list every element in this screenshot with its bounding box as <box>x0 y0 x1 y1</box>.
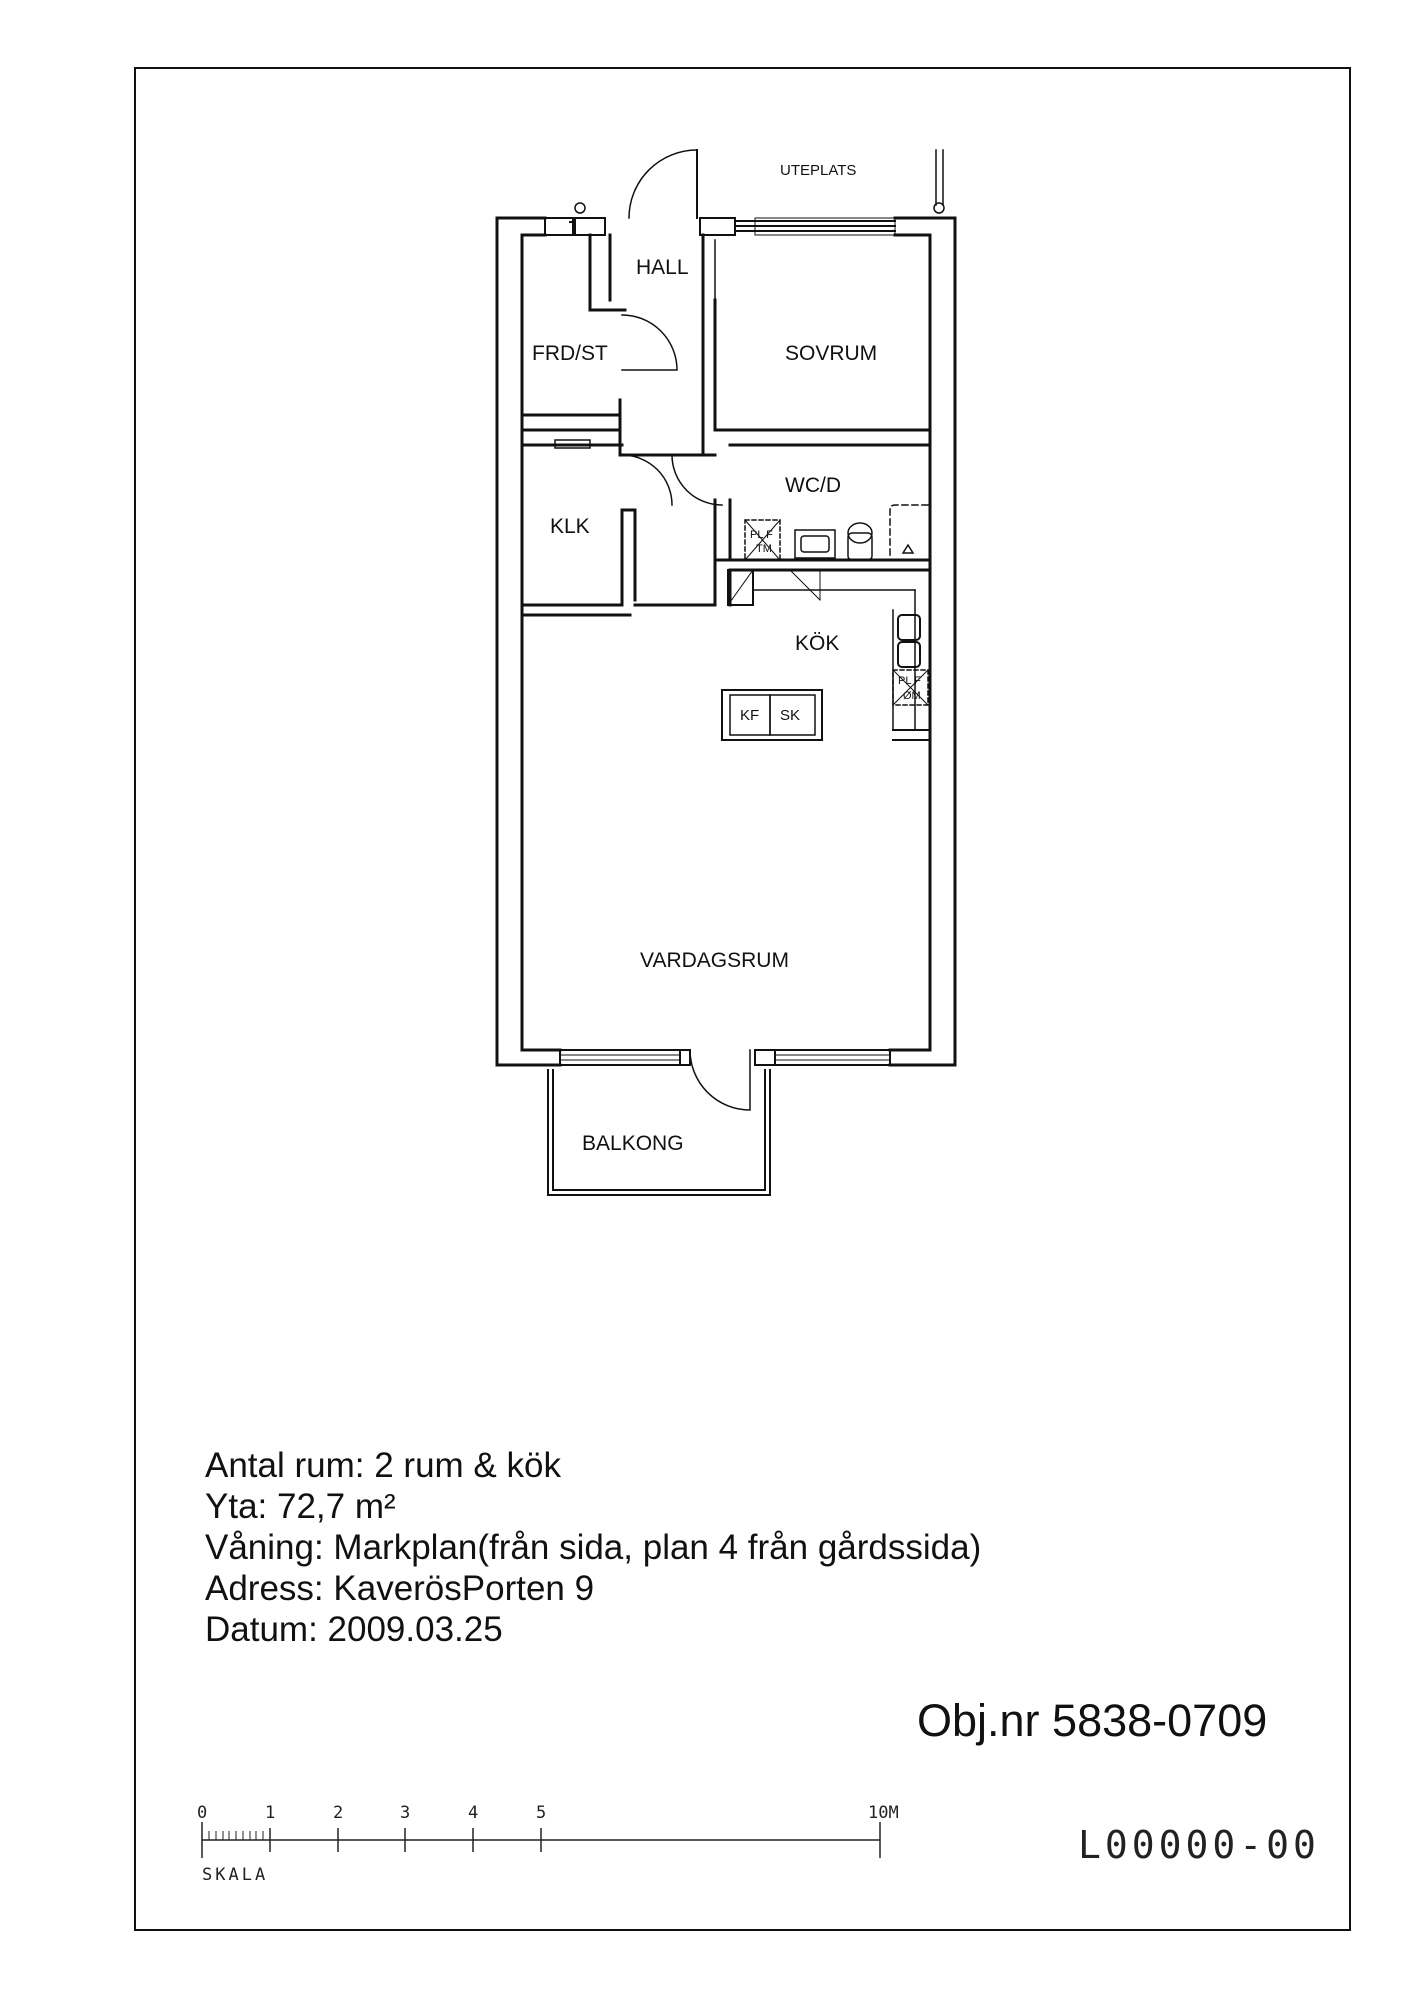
fixture-label-pl-f-kok: PL F <box>898 675 921 687</box>
scale-tick-0: 0 <box>197 1803 208 1823</box>
room-label-vardagsrum: VARDAGSRUM <box>640 949 789 972</box>
room-label-kok: KÖK <box>795 632 840 655</box>
top-windows <box>545 218 895 235</box>
fixture-label-kf: KF <box>740 707 760 724</box>
scale-tick-4: 4 <box>468 1803 479 1823</box>
room-label-balkong: BALKONG <box>582 1132 684 1155</box>
room-label-sovrum: SOVRUM <box>785 342 878 365</box>
fixture-label-pl-f-wc: PL F <box>750 529 773 541</box>
sheet-border <box>135 68 1350 1930</box>
scale-tick-10m: 10M <box>868 1803 899 1823</box>
room-label-frd-st: FRD/ST <box>532 342 608 365</box>
drawing-number: L00000-00 <box>1078 1823 1320 1867</box>
info-adress: Adress: KaverösPorten 9 <box>205 1569 595 1608</box>
scale-tick-1: 1 <box>265 1803 276 1823</box>
fixture-label-om: ØM <box>903 690 921 702</box>
bottom-windows <box>560 1050 890 1065</box>
scale-bar <box>202 1822 880 1858</box>
interior-doors <box>622 240 750 1110</box>
object-number: Obj.nr 5838-0709 <box>917 1695 1268 1746</box>
fixture-label-sk: SK <box>780 707 801 724</box>
fixture-label-tm: TM <box>756 543 772 555</box>
room-label-klk: KLK <box>550 515 590 538</box>
info-datum: Datum: 2009.03.25 <box>205 1610 503 1649</box>
floor-plan <box>497 150 955 1195</box>
room-label-wc-d: WC/D <box>785 474 841 497</box>
scale-label: SKALA <box>202 1865 269 1885</box>
scale-tick-5: 5 <box>536 1803 547 1823</box>
info-vaning: Våning: Markplan(från sida, plan 4 från gårdssida) <box>205 1528 982 1567</box>
apartment-info <box>205 1445 981 1650</box>
entrance-door <box>629 150 697 218</box>
scale-tick-3: 3 <box>400 1803 411 1823</box>
scale-tick-2: 2 <box>333 1803 344 1823</box>
room-label-uteplats: UTEPLATS <box>780 162 857 179</box>
interior-walls <box>522 235 930 615</box>
info-yta: Yta: 72,7 m² <box>205 1487 396 1526</box>
info-antal-rum: Antal rum: 2 rum & kök <box>205 1446 561 1485</box>
room-label-hall: HALL <box>636 256 689 279</box>
